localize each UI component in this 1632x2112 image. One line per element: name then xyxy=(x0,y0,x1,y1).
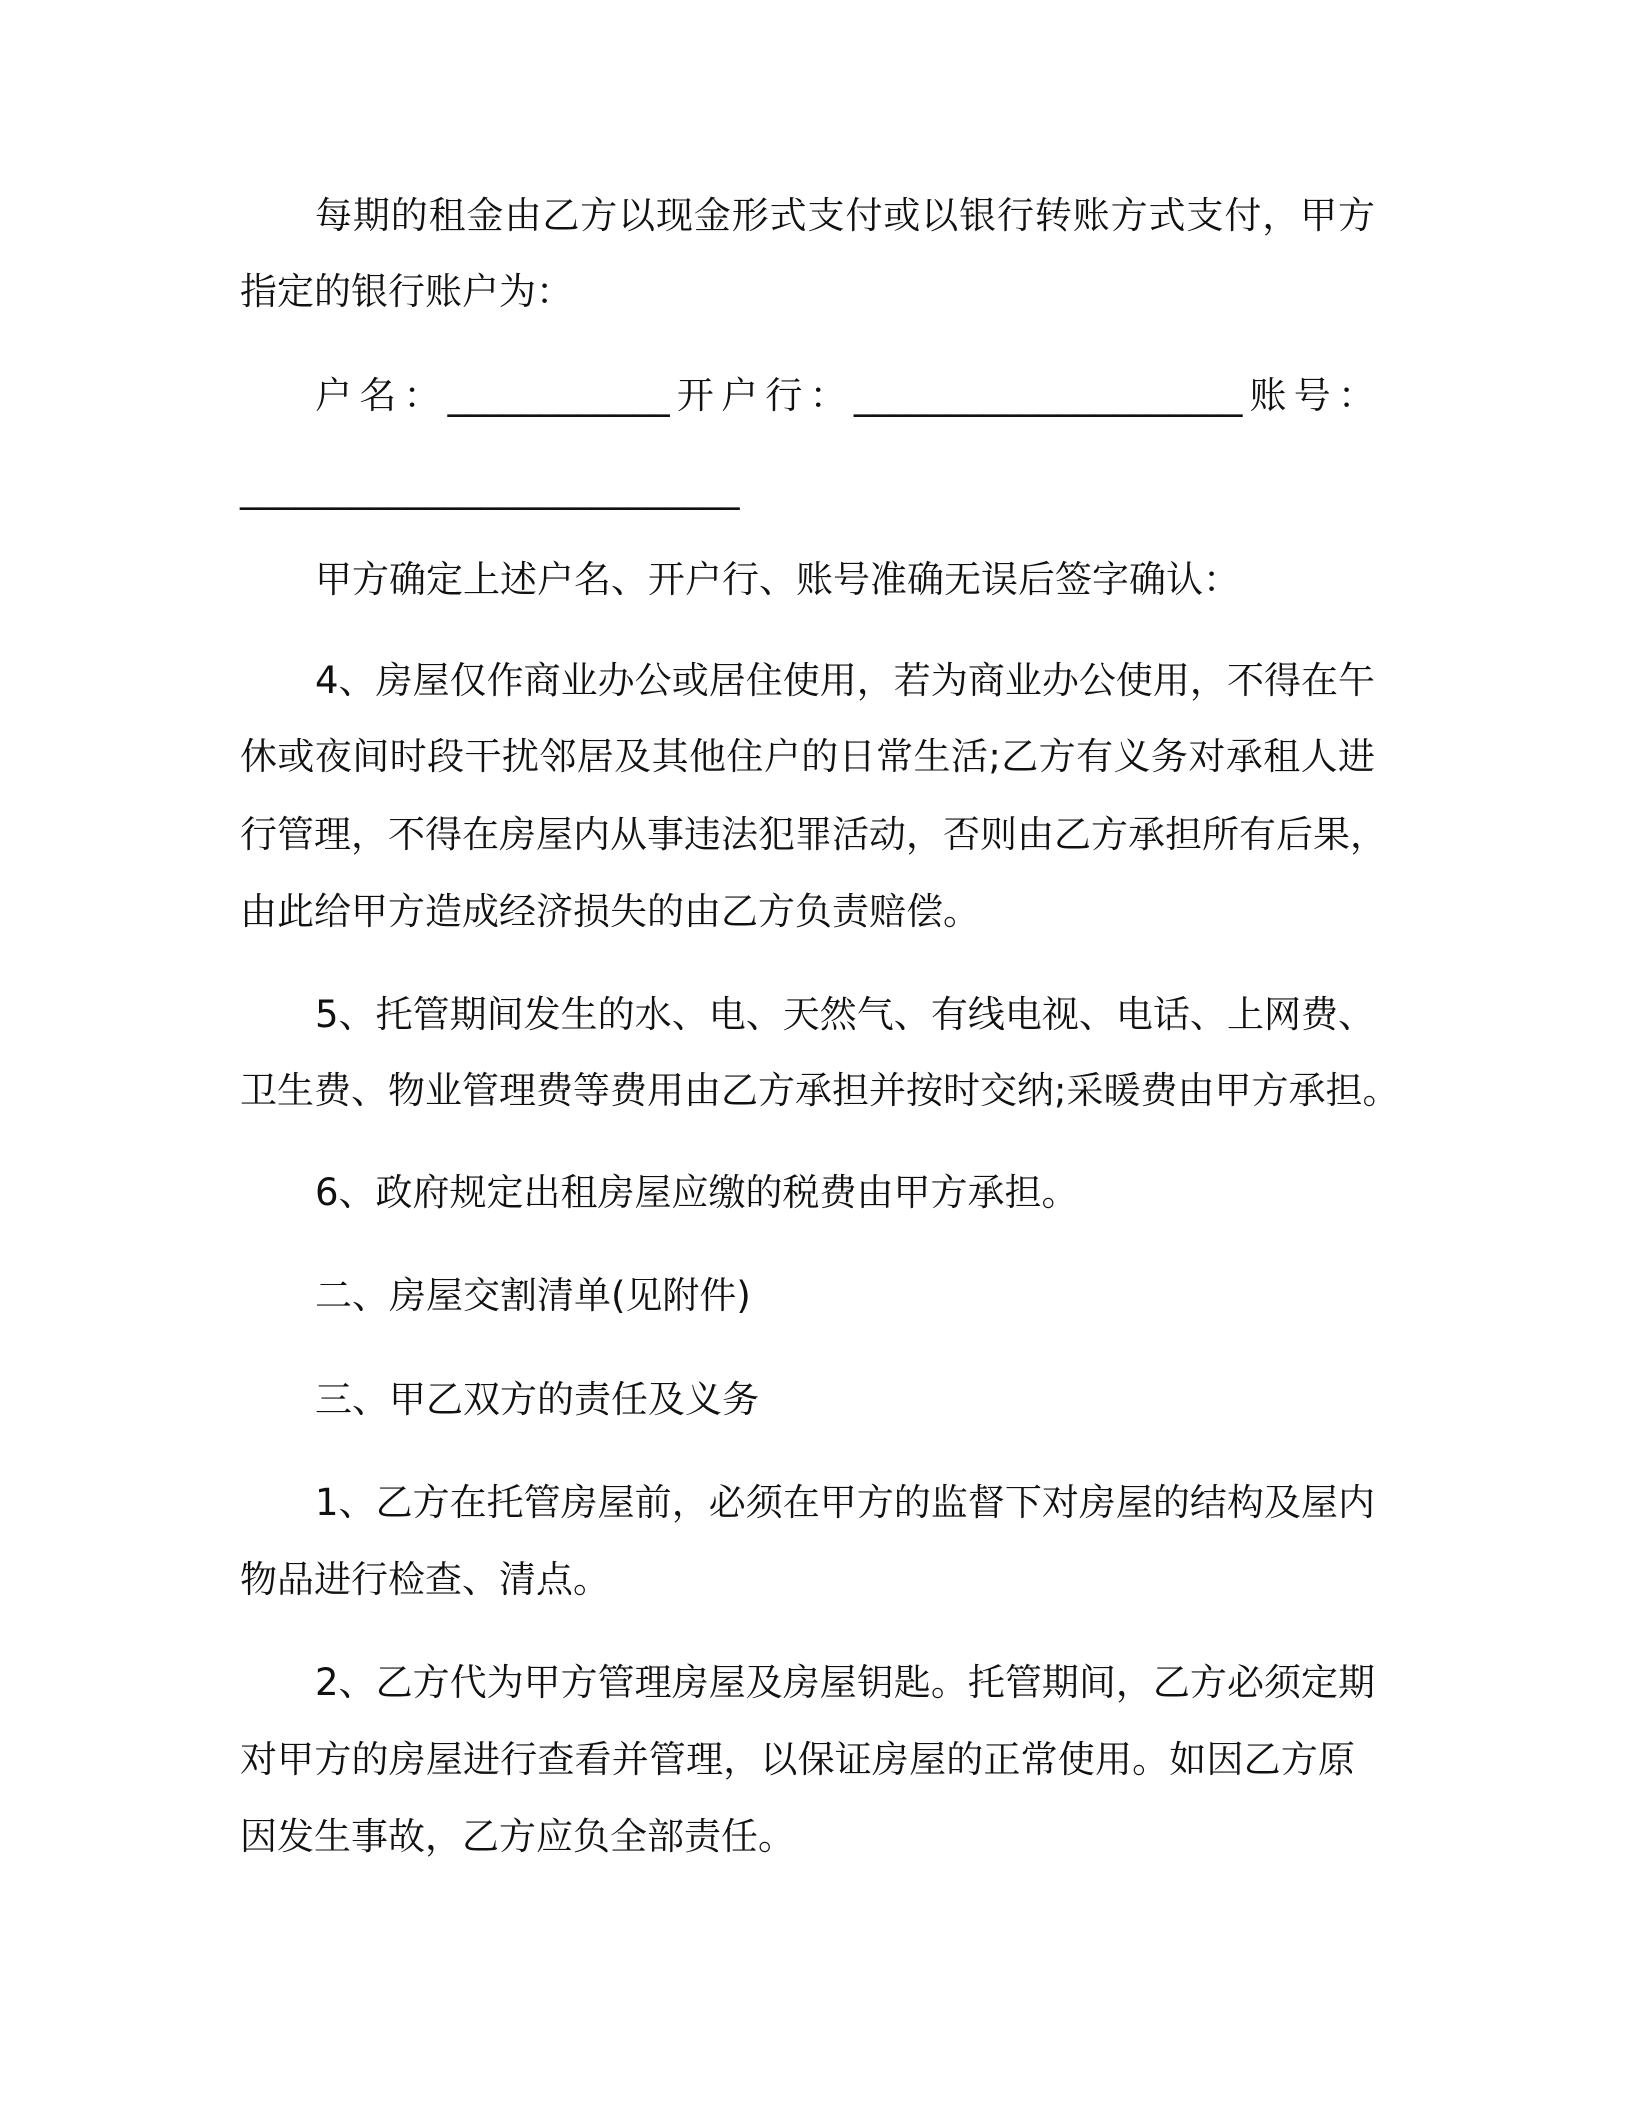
duty-2-line: 2、乙方代为甲方管理房屋及房屋钥匙。托管期间，乙方必须定期 xyxy=(315,1661,1375,1704)
clause-4-line: 由此给甲方造成经济损失的由乙方负责赔偿。 xyxy=(240,890,980,933)
payment-paragraph-line: 每期的租金由乙方以现金形式支付或以银行转账方式支付，甲方 xyxy=(315,194,1375,237)
clause-5-line: 5、托管期间发生的水、电、天然气、有线电视、电话、上网费、 xyxy=(315,993,1375,1036)
clause-5-line: 卫生费、物业管理费等费用由乙方承担并按时交纳;采暖费由甲方承担。 xyxy=(240,1069,1400,1112)
confirmation-paragraph: 甲方确定上述户名、开户行、账号准确无误后签字确认： xyxy=(315,558,1240,601)
duty-2-line: 因发生事故，乙方应负全部责任。 xyxy=(240,1815,795,1858)
duty-1-line: 物品进行检查、清点。 xyxy=(240,1558,610,1601)
duty-2-line: 对甲方的房屋进行查看并管理，以保证房屋的正常使用。如因乙方原 xyxy=(240,1738,1355,1781)
account-number-blank-line: ___________________________ xyxy=(240,467,740,510)
section-2-heading: 二、房屋交割清单(见附件) xyxy=(315,1274,751,1317)
clause-4-line: 休或夜间时段干扰邻居及其他住户的日常生活;乙方有义务对承租人进 xyxy=(240,735,1375,778)
duty-1-line: 1、乙方在托管房屋前，必须在甲方的监督下对房屋的结构及屋内 xyxy=(315,1481,1375,1524)
clause-6: 6、政府规定出租房屋应缴的税费由甲方承担。 xyxy=(315,1171,1079,1214)
payment-paragraph-line: 指定的银行账户为： xyxy=(240,270,573,313)
clause-4-line: 4、房屋仅作商业办公或居住使用，若为商业办公使用，不得在午 xyxy=(315,659,1375,702)
section-3-heading: 三、甲乙双方的责任及义务 xyxy=(315,1378,759,1421)
clause-4-line: 行管理，不得在房屋内从事违法犯罪活动，否则由乙方承担所有后果， xyxy=(240,813,1387,856)
bank-account-fields-line: 户名：____________开户行：_____________________账号： xyxy=(315,374,1375,417)
